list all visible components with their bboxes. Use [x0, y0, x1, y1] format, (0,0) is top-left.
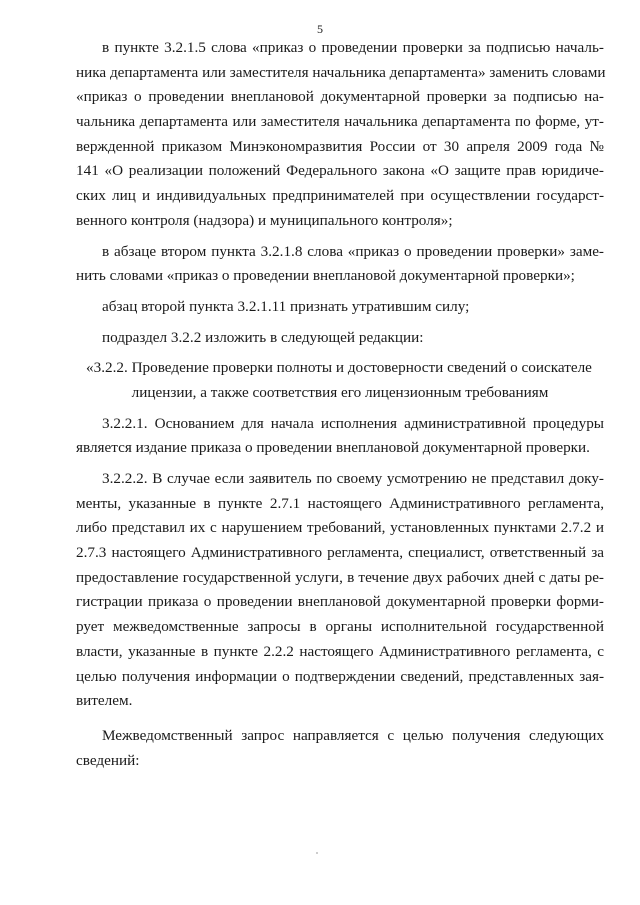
- text-line: чальника департамента или заместителя начальника департамента по форме, ут-: [76, 113, 604, 131]
- text-line: нить словами «приказ о проведении внеплановой документарной проверки»;: [76, 267, 575, 285]
- text-line: 141 «О реализации положений Федерального закона «О защите прав юридиче-: [76, 162, 604, 180]
- text-line: либо представил их с нарушением требований, установленных пунктами 2.7.2 и: [76, 519, 604, 537]
- text-line: ника департамента или заместителя начальника департамента» заменить словами: [76, 63, 606, 81]
- paragraph-interagency-request: [76, 724, 604, 773]
- text-line: менты, указанные в пункте 2.7.1 настоящего Административного регламента,: [76, 494, 604, 512]
- text-line: ских лиц и индивидуальных предпринимателей при осуществлении государст-: [76, 187, 604, 205]
- text-line: в пункте 3.2.1.5 слова «приказ о проведении проверки за подписью началь-: [102, 39, 604, 56]
- page-number: 5: [317, 22, 323, 36]
- text-line: сведений:: [76, 751, 140, 769]
- paragraph-3-2-2-2: [76, 467, 604, 714]
- paragraph-3-2-2-1: [76, 412, 604, 461]
- paragraph-subsection-3-2-2: подраздел 3.2.2 изложить в следующей редакции:: [102, 328, 424, 346]
- text-line: вержденной приказом Минэкономразвития России от 30 апреля 2009 года №: [76, 137, 604, 155]
- heading-line: «3.2.2. Проведение проверки полноты и достоверности сведений о соискателе: [86, 359, 592, 377]
- text-line: рует межведомственные запросы в органы исполнительной государственной: [76, 618, 604, 636]
- text-line: в абзаце втором пункта 3.2.1.8 слова «приказ о проведении проверки» заме-: [102, 242, 604, 260]
- text-line: венного контроля (надзора) и муниципального контроля»;: [76, 211, 453, 229]
- text-line: 2.7.3 настоящего Административного регламента, специалист, ответственный за: [76, 544, 604, 562]
- heading-line: лицензии, а также соответствия его лицензионным требованиям: [131, 383, 549, 401]
- text-line: вителем.: [76, 692, 133, 710]
- text-line: является издание приказа о проведении внеплановой документарной проверки.: [76, 439, 590, 457]
- text-line: 3.2.2.1. Основанием для начала исполнения административной процедуры: [102, 414, 604, 432]
- scan-speck: [316, 852, 318, 854]
- text-line: «приказ о проведении внеплановой документарной проверки за подписью на-: [76, 88, 604, 106]
- text-line: целью получения информации о подтверждении сведений, представленных зая-: [76, 667, 604, 685]
- text-line: власти, указанные в пункте 2.2.2 настоящего Административного регламента, с: [76, 642, 604, 660]
- paragraph-amend-3-2-1-5: [76, 36, 604, 234]
- text-line: 3.2.2.2. В случае если заявитель по своему усмотрению не представил доку-: [102, 470, 604, 487]
- text-line: предоставление государственной услуги, в течение двух рабочих дней с даты ре-: [76, 568, 604, 586]
- text-line: гистрации приказа о проведении внеплановой документарной проверки форми-: [76, 593, 604, 611]
- paragraph-amend-3-2-1-11: абзац второй пункта 3.2.1.11 признать утратившим силу;: [102, 297, 470, 315]
- text-line: Межведомственный запрос направляется с целью получения следующих: [102, 726, 604, 744]
- document-body: [76, 36, 604, 773]
- paragraph-amend-3-2-1-8: [76, 240, 604, 289]
- section-heading: [76, 356, 604, 405]
